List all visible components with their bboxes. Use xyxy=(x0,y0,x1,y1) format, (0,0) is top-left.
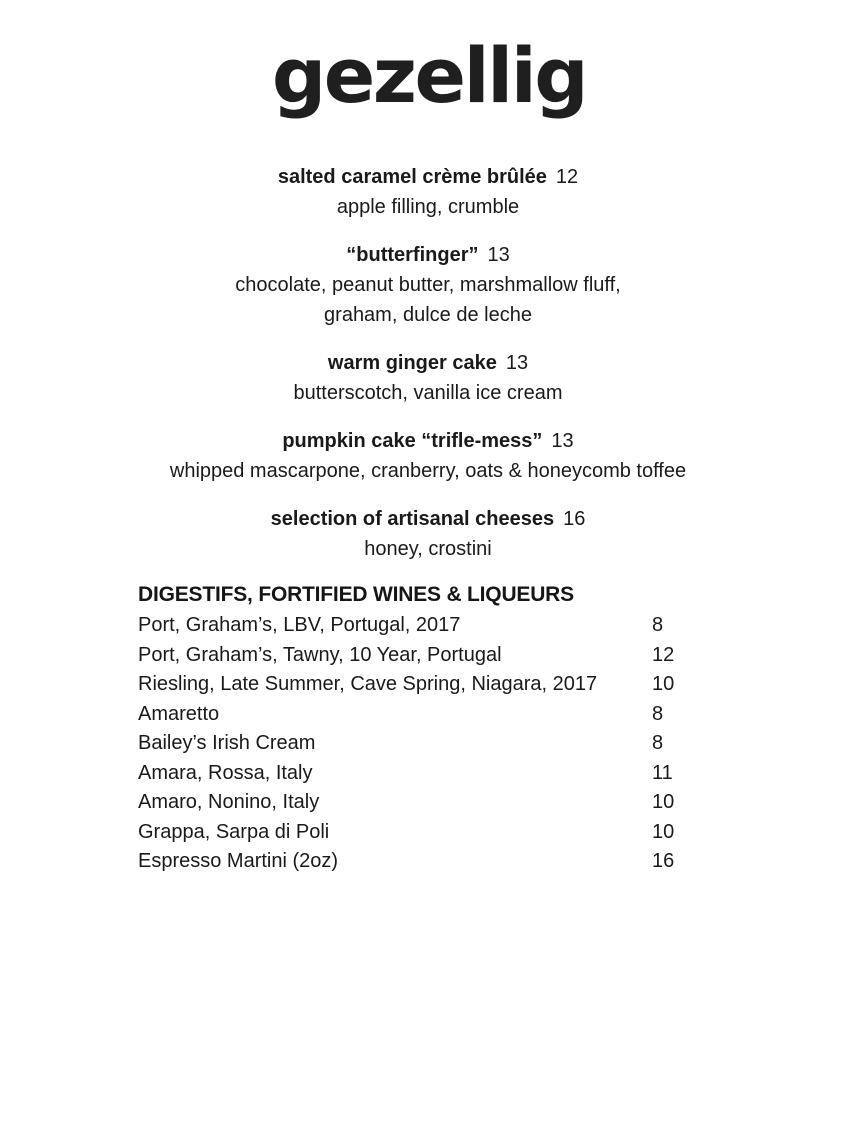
dessert-name: salted caramel crème brûlée xyxy=(277,166,547,188)
digestif-price: 16 xyxy=(652,850,675,872)
digestifs-heading: DIGESTIFS, FORTIFIED WINES & LIQUEURS xyxy=(138,583,574,606)
digestif-name: Bailey’s Irish Cream xyxy=(138,732,316,754)
digestif-row xyxy=(138,759,720,789)
dessert-title xyxy=(3,504,850,534)
digestif-row xyxy=(138,847,720,877)
digestif-row xyxy=(138,641,720,671)
digestif-price: 10 xyxy=(652,820,675,843)
digestif-price: 10 xyxy=(652,673,675,695)
digestif-name: Amaretto xyxy=(138,702,220,725)
dessert-price: 13 xyxy=(487,244,510,266)
dessert-price: 16 xyxy=(563,508,586,530)
dessert-title xyxy=(3,348,850,378)
desserts-section xyxy=(3,162,850,564)
dessert-description: honey, crostini xyxy=(364,538,492,560)
dessert-name: “butterfinger” xyxy=(346,244,479,266)
dessert-item xyxy=(3,348,850,408)
digestif-price: 10 xyxy=(652,791,675,813)
dessert-item xyxy=(3,426,850,486)
dessert-description: whipped mascarpone, cranberry, oats & honeycomb toffee xyxy=(169,460,687,482)
digestif-row xyxy=(138,788,720,818)
restaurant-logo: gezellig xyxy=(271,31,587,120)
dessert-title xyxy=(3,426,850,456)
dessert-description: butterscotch, vanilla ice cream xyxy=(293,382,563,404)
dessert-price: 13 xyxy=(551,430,574,452)
dessert-title xyxy=(3,240,850,270)
dessert-price: 12 xyxy=(555,166,579,188)
dessert-description: apple filling, crumble xyxy=(336,196,520,218)
dessert-name: selection of artisanal cheeses xyxy=(270,508,555,530)
digestif-name: Port, Graham’s, Tawny, 10 Year, Portugal xyxy=(138,643,502,666)
digestif-price: 8 xyxy=(652,732,664,754)
digestif-price: 8 xyxy=(652,702,664,725)
menu-page xyxy=(0,31,850,1136)
digestif-row xyxy=(138,670,720,700)
dessert-name: pumpkin cake “trifle-mess” xyxy=(282,430,543,452)
dessert-price: 13 xyxy=(505,352,529,374)
digestif-row xyxy=(138,818,720,848)
digestif-row xyxy=(138,729,720,759)
digestif-row xyxy=(138,611,720,641)
digestif-name: Grappa, Sarpa di Poli xyxy=(138,820,330,843)
digestif-name: Amara, Rossa, Italy xyxy=(138,761,313,784)
dessert-item xyxy=(3,162,850,222)
dessert-description: graham, dulce de leche xyxy=(324,304,532,326)
digestif-row xyxy=(138,700,720,730)
digestif-price: 11 xyxy=(652,761,673,784)
dessert-title xyxy=(3,162,850,192)
dessert-item xyxy=(3,504,850,564)
digestif-price: 8 xyxy=(652,614,664,636)
digestif-name: Port, Graham’s, LBV, Portugal, 2017 xyxy=(138,614,461,636)
digestif-name: Amaro, Nonino, Italy xyxy=(138,791,320,813)
digestif-price: 12 xyxy=(652,643,675,666)
digestifs-section xyxy=(138,582,720,877)
digestif-name: Riesling, Late Summer, Cave Spring, Niagara, 2017 xyxy=(138,673,598,695)
dessert-item xyxy=(3,240,850,330)
dessert-name: warm ginger cake xyxy=(327,352,497,374)
digestif-name: Espresso Martini (2oz) xyxy=(138,850,339,872)
dessert-description: chocolate, peanut butter, marshmallow fluff, xyxy=(235,274,621,296)
